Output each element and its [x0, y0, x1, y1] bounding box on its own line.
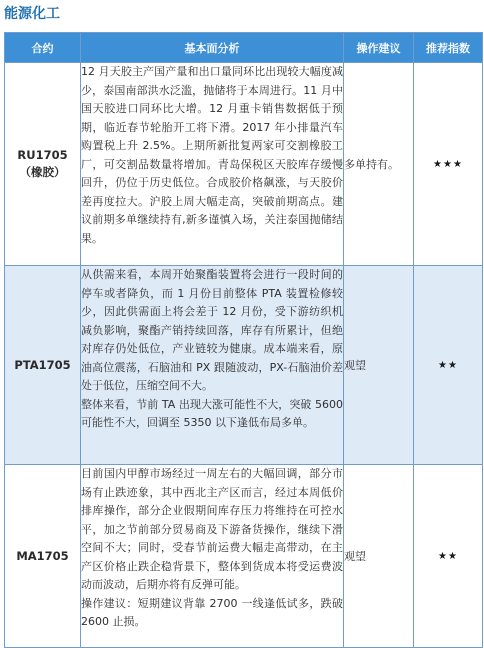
- table-row-ma1705: [5, 465, 483, 648]
- analysis-paragraph: 目前国内甲醇市场经过一周左右的大幅回调，部分市场有止跌迹象，其中西北主产区而言，经过本周低价排库操作，部分企业假期间库存压力将维持在可控水平，加之节前部分贸易商及下游备货操作，继续下滑空间不大；同时，受春节前运费大幅走高带动，在主产区价格止跌企稳背景下，整体到货成本将受运费波动而波动，后期亦将有反弹可能。: [81, 467, 343, 591]
- section-title: 能源化工: [4, 6, 60, 22]
- analysis-paragraph: 操作建议：短期建议背靠 2700 一线逢低试多，跌破 2600 止损。: [81, 596, 343, 628]
- contract-code: PTA1705: [14, 357, 71, 372]
- contract-code: RU1705: [17, 148, 68, 162]
- contract-cell: [5, 465, 81, 648]
- analysis-paragraph: 从供需来看，本周开始聚酯装置将会进行一段时间的停车或者降负，而 1 月份目前整体 PTA 装置检修较少，因此供需面上将会差于 12 月份，受下游纺织机减负影响，聚酯产销持续回落，库存有所累计，但绝对库存仍处低位，产业链较为健康。成本端来看，原油高位震荡，石脑油和 PX 跟随波动，PX-石脑油价差处于低位，压缩空间不大。: [81, 268, 343, 392]
- analysis-cell: [81, 465, 344, 648]
- table-row-pta1705: [5, 266, 483, 465]
- contract-cell: [5, 63, 81, 266]
- header-advice: 操作建议: [344, 33, 414, 63]
- rating-stars: ★★: [414, 465, 483, 648]
- header-contract: 合约: [5, 33, 81, 63]
- rating-stars: ★★★: [414, 63, 483, 266]
- header-rating: 推荐指数: [414, 33, 483, 63]
- advice-cell: 观望: [344, 465, 414, 648]
- contract-name: （橡胶）: [19, 165, 66, 179]
- fundamentals-table: [4, 32, 483, 648]
- table-header-row: [5, 33, 483, 63]
- contract-code: MA1705: [16, 548, 69, 563]
- rating-stars: ★★: [414, 266, 483, 465]
- contract-cell: [5, 266, 81, 465]
- table-row-ru1705: [5, 63, 483, 266]
- advice-cell: 观望: [344, 266, 414, 465]
- advice-cell: 多单持有。: [344, 63, 414, 266]
- header-analysis: 基本面分析: [81, 33, 344, 63]
- analysis-cell: [81, 266, 344, 465]
- analysis-cell: [81, 63, 344, 266]
- analysis-paragraph: 整体来看，节前 TA 出现大涨可能性不大，突破 5600 可能性不大，回调至 5350 以下逢低布局多单。: [81, 397, 343, 429]
- analysis-paragraph: 12 月天胶主产国产量和出口量同环比出现较大幅度减少，泰国南部洪水泛滥，抛储将于本周进行。11 月中国天胶进口同环比大增。12 月重卡销售数据低于预期，临近春节轮胎开工将下滑。2017 年小排量汽车购置税上升 2.5%。上期所新批复两家可交割橡胶工厂，可交割品数量将增加。青岛保税区天胶库存缓慢回升，仍位于历史低位。合成胶价格飙涨，与天胶价差再度拉大。沪胶上周大幅走高，突破前期高点。建议前期多单继续持有,新多谨慎入场，关注泰国抛储结果。: [81, 65, 343, 245]
